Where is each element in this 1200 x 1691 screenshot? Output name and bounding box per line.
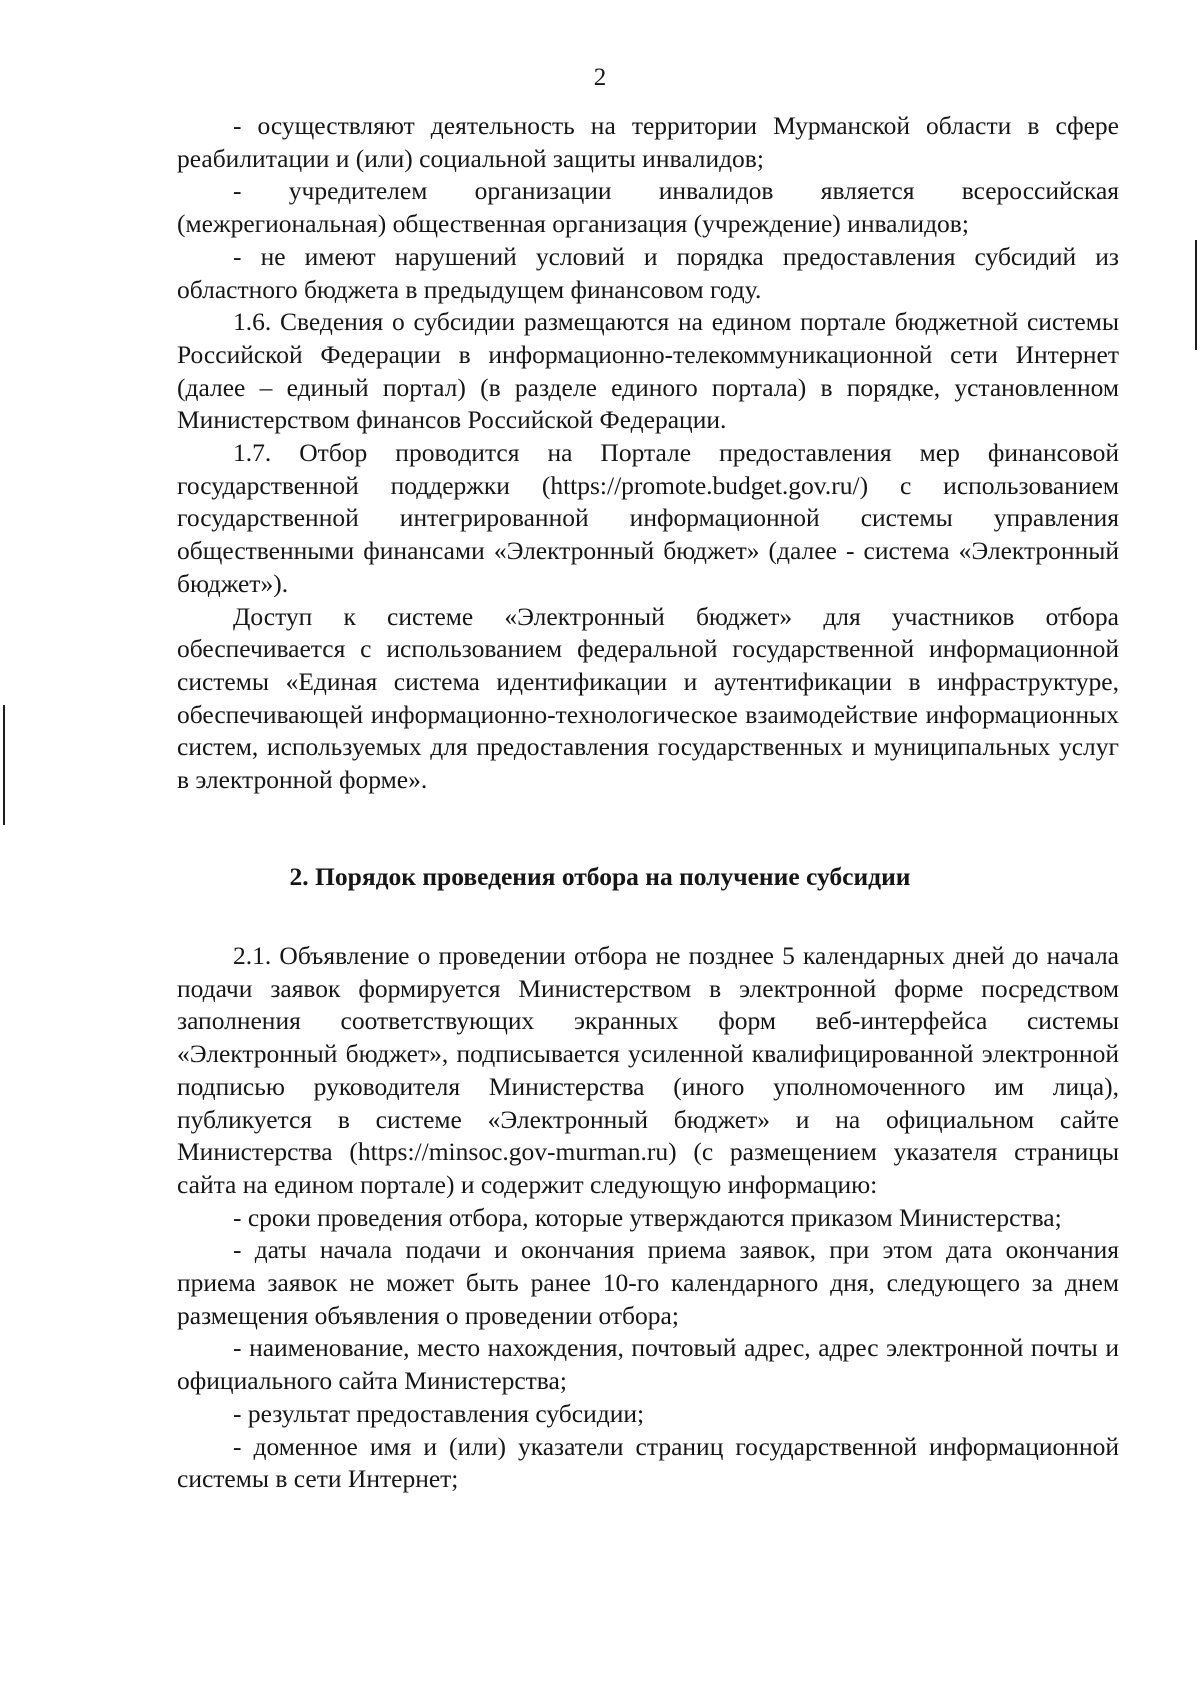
paragraph: - результат предоставления субсидии; xyxy=(233,1398,645,1428)
paragraph: - не имеют нарушений условий и порядка предоставления субсидий из областного бюджета в предыдущем финансовом году. xyxy=(177,241,1119,304)
body-text-top xyxy=(177,110,1119,797)
page-number: 2 xyxy=(593,64,607,91)
paragraph: Доступ к системе «Электронный бюджет» для участников отбора обеспечивается с использованием федеральной государственной информационной системы «Единая система идентификации и аутентификации в инфраструктуре, обеспечивающей информационно-технологическое взаимодействие информационных систем, используемых для предоставления государственных и муниципальных услуг в электронной форме». xyxy=(177,601,1119,795)
paragraph: - наименование, место нахождения, почтовый адрес, адрес электронной почты и официального сайта Министерства; xyxy=(177,1333,1119,1396)
paragraph: - доменное имя и (или) указатели страниц государственной информационной системы в сети Интернет; xyxy=(177,1431,1119,1494)
paragraph: - сроки проведения отбора, которые утверждаются приказом Министерства; xyxy=(233,1202,1062,1232)
paragraph: 2.1. Объявление о проведении отбора не позднее 5 календарных дней до начала подачи заявок формируется Министерством в электронной форме посредством заполнения соответствующих экранных форм веб-интерфейса системы «Электронный бюджет», подписывается усиленной квалифицированной электронной подписью руководителя Министерства (иного уполномоченного им лица), публикуется в системе «Электронный бюджет» и на официальном сайте Министерства (https://minsoc.gov-murman.ru) (с размещением указателя страницы сайта на едином портале) и содержит следующую информацию: xyxy=(177,941,1119,1199)
paragraph: - осуществляют деятельность на территории Мурманской области в сфере реабилитации и (или) социальной защиты инвалидов; xyxy=(177,111,1119,173)
body-text-bottom xyxy=(177,940,1119,1496)
paragraph: - даты начала подачи и окончания приема заявок, при этом дата окончания приема заявок не может быть ранее 10-го календарного дня, следующего за днем размещения объявления о проведении отбора; xyxy=(177,1235,1119,1330)
paragraph: - учредителем организации инвалидов является всероссийская (межрегиональная) общественная организация (учреждение) инвалидов; xyxy=(177,176,1119,239)
paragraph: 1.6. Сведения о субсидии размещаются на едином портале бюджетной системы Российской Федерации в информационно-телекоммуникационной сети Интернет (далее – единый портал) (в разделе единого портала) в порядке, установленном Министерством финансов Российской Федерации. xyxy=(177,307,1119,435)
scan-edge-line xyxy=(1195,240,1197,350)
scan-edge-line xyxy=(3,705,5,825)
paragraph: 1.7. Отбор проводится на Портале предоставления мер финансовой государственной поддержки (https://promote.budget.gov.ru/) с использованием государственной интегрированной информационной системы управления общественными финансами «Электронный бюджет» (далее - система «Электронный бюджет»). xyxy=(177,438,1119,598)
section-heading: 2. Порядок проведения отбора на получение субсидии xyxy=(289,862,911,891)
